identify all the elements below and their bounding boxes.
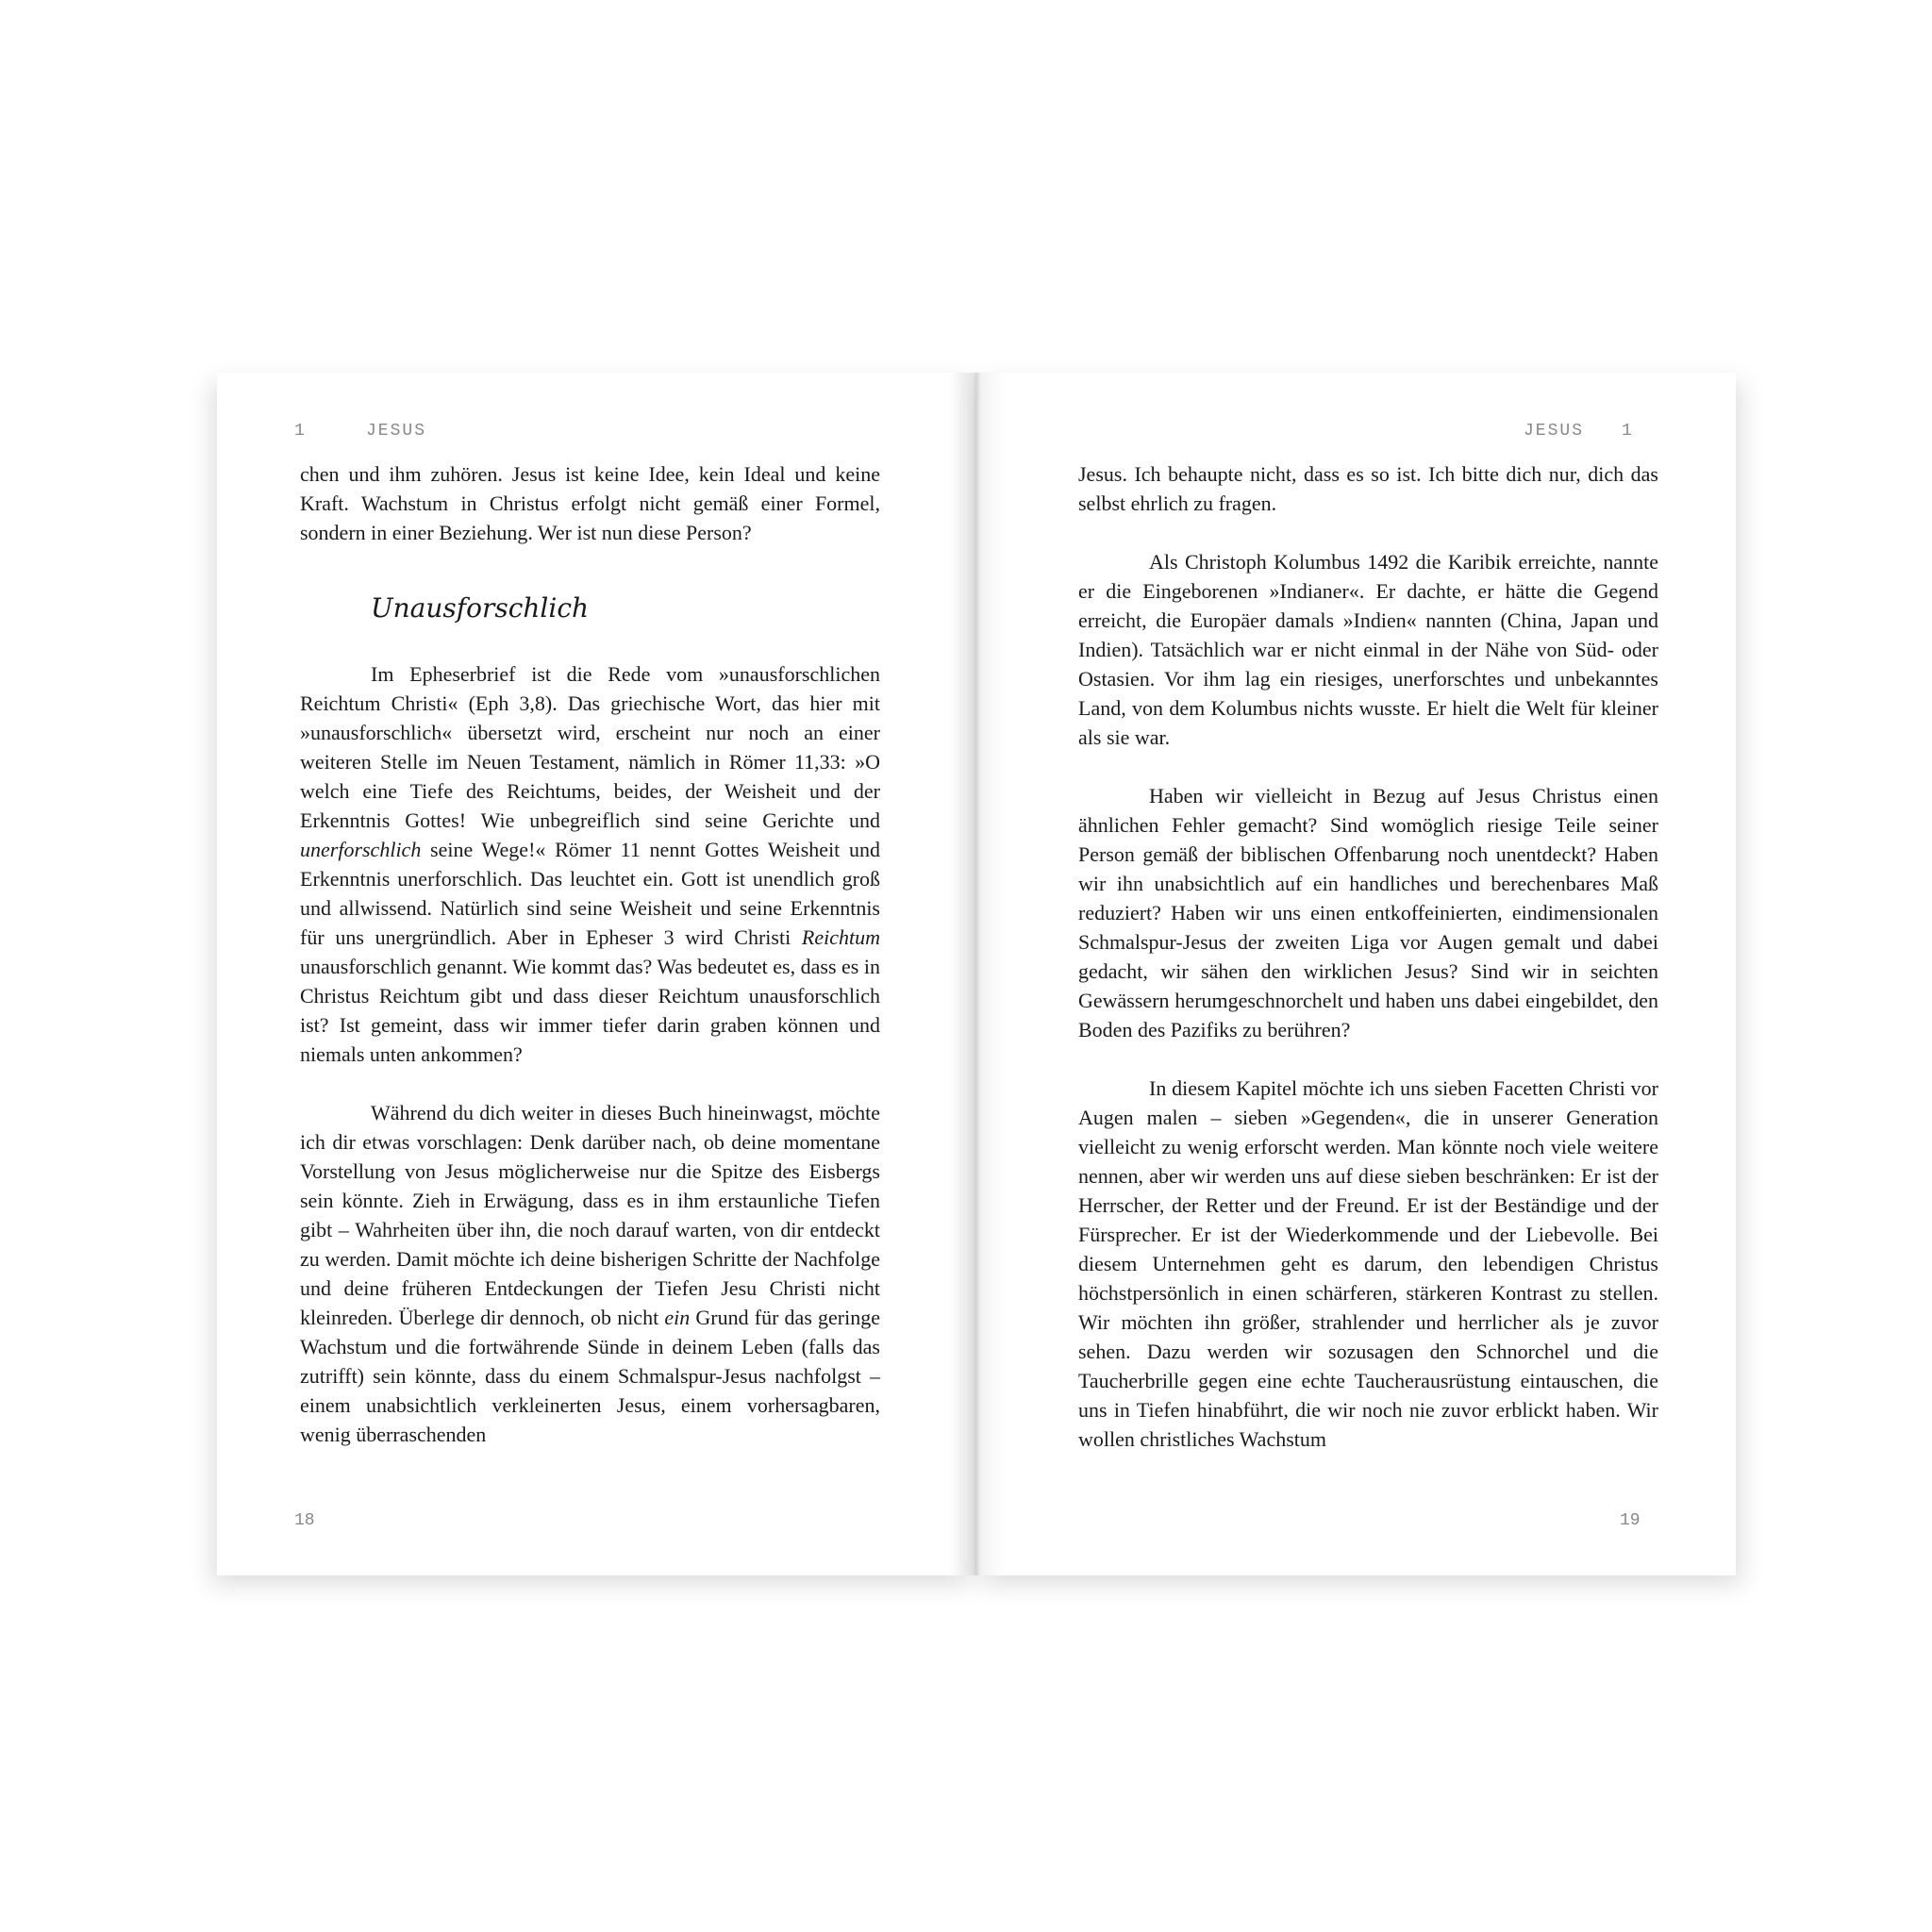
- emphasis: unerforschlich: [300, 838, 422, 861]
- page-number: 18: [294, 1511, 315, 1530]
- text-run: Grund für das geringe Wachstum und die fortwährende Sünde in deinem Leben (falls das zutrifft) sein könnte, dass du einem Schmalspur-Jesus nachfolgst – einem unabsichtlich verkleinerten Jesus, einem vorhersagbaren, wenig überraschenden: [300, 1306, 881, 1446]
- right-page: [976, 373, 1736, 1575]
- running-title: JESUS: [1524, 422, 1585, 441]
- page-number: 19: [1620, 1511, 1641, 1530]
- section-heading: Unausforschlich: [371, 592, 590, 624]
- right-page-text: [1078, 459, 1658, 1454]
- chapter-number: 1: [1622, 422, 1634, 441]
- left-page: [217, 373, 976, 1575]
- paragraph: In diesem Kapitel möchte ich uns sieben Facetten Christi vor Augen malen – sieben »Gegenden«, die in unserer Generation vielleicht zu wenig erforscht werden. Man könnte noch viele weitere nennen, aber wir werden uns auf diese sieben beschränken: Er ist der Herrscher, der Retter und der Freund. Er ist der Beständige und der Fürsprecher. Er ist der Wiederkommende und der Liebevolle. Bei diesem Unternehmen geht es darum, den lebendigen Christus höchstpersönlich in einen schärferen, stärkeren Kontrast zu stellen. Wir möchten ihn größer, strahlender und herrlicher als je zuvor sehen. Dazu werden wir sozusagen den Schnorchel und die Taucherbrille gegen eine echte Taucherausrüstung eintauschen, die uns in Tiefen hinabführt, die wir noch nie zuvor erblickt haben. Wir wollen christliches Wachstum: [1078, 1076, 1658, 1451]
- text-run: unausforschlich genannt. Wie kommt das? Was bedeutet es, dass es in Christus Reichtum gibt und dass dieser Reichtum unausforschlich ist? Ist gemeint, dass wir immer tiefer darin graben können und niemals unten ankommen?: [300, 955, 880, 1066]
- paragraph: [300, 659, 880, 1069]
- text-run: Im Epheserbrief ist die Rede vom »unausforschlichen Reichtum Christi« (Eph 3,8). Das griechische Wort, das hier mit »unausforschlich« übersetzt wird, erscheint nur noch an einer weiteren Stelle im Neuen Testament, nämlich in Römer 11,33: »O welch eine Tiefe des Reichtums, beides, der Weisheit und der Erkenntnis Gottes! Wie unbegreiflich sind seine Gerichte und: [300, 662, 880, 832]
- paragraph: [300, 1098, 880, 1449]
- text-run: seine Wege!« Römer 11 nennt Gottes Weisheit und Erkenntnis unerforschlich. Das leuchtet ein. Gott ist unendlich groß und allwissend. Natürlich sind seine Weisheit und seine Erkenntnis für uns unergründlich. Aber in Epheser 3 wird Christi: [300, 838, 880, 949]
- book-spread: [217, 373, 1736, 1575]
- running-title: JESUS: [366, 422, 427, 441]
- paragraph: Haben wir vielleicht in Bezug auf Jesus Christus einen ähnlichen Fehler gemacht? Sind womöglich riesige Teile seiner Person gemäß der biblischen Offenbarung noch unentdeckt? Haben wir ihn unabsichtlich auf ein handliches und berechenbares Maß reduziert? Haben wir uns einen entkoffeinierten, eindimensionalen Schmalspur-Jesus der zweiten Liga vor Augen gemalt und dabei gedacht, wir sähen den wirklichen Jesus? Sind wir in seichten Gewässern herumgeschnorchelt und haben uns dabei eingebildet, den Boden des Pazifiks zu berühren?: [1078, 784, 1658, 1041]
- emphasis: Reichtum: [801, 925, 880, 949]
- emphasis: ein: [664, 1306, 691, 1329]
- chapter-number: 1: [294, 422, 307, 441]
- paragraph: Jesus. Ich behaupte nicht, dass es so ist. Ich bitte dich nur, dich das selbst ehrlich zu fragen.: [1078, 462, 1658, 515]
- left-page-text: [300, 459, 880, 1449]
- text-run: Während du dich weiter in dieses Buch hineinwagst, möchte ich dir etwas vorschlagen: Denk darüber nach, ob deine momentane Vorstellung von Jesus möglicherweise nur die Spitze des Eisbergs sein könnte. Zieh in Erwägung, dass es in ihm erstaunliche Tiefen gibt – Wahrheiten über ihn, die noch darauf warten, von dir entdeckt zu werden. Damit möchte ich deine bisherigen Schritte der Nachfolge und deine früheren Entdeckungen der Tiefen Jesu Christi nicht kleinreden. Überlege dir dennoch, ob nicht: [300, 1101, 880, 1329]
- paragraph: Als Christoph Kolumbus 1492 die Karibik erreichte, nannte er die Eingeborenen »Indianer«. Er dachte, er hätte die Gegend erreicht, die Europäer damals »Indien« nannten (China, Japan und Indien). Tatsächlich war er nicht einmal in der Nähe von Süd- oder Ostasien. Vor ihm lag ein riesiges, unerforschtes und unbekanntes Land, von dem Kolumbus nichts wusste. Er hielt die Welt für kleiner als sie war.: [1078, 550, 1658, 749]
- paragraph: chen und ihm zuhören. Jesus ist keine Idee, kein Ideal und keine Kraft. Wachstum in Christus erfolgt nicht gemäß einer Formel, sondern in einer Beziehung. Wer ist nun diese Person?: [300, 462, 880, 544]
